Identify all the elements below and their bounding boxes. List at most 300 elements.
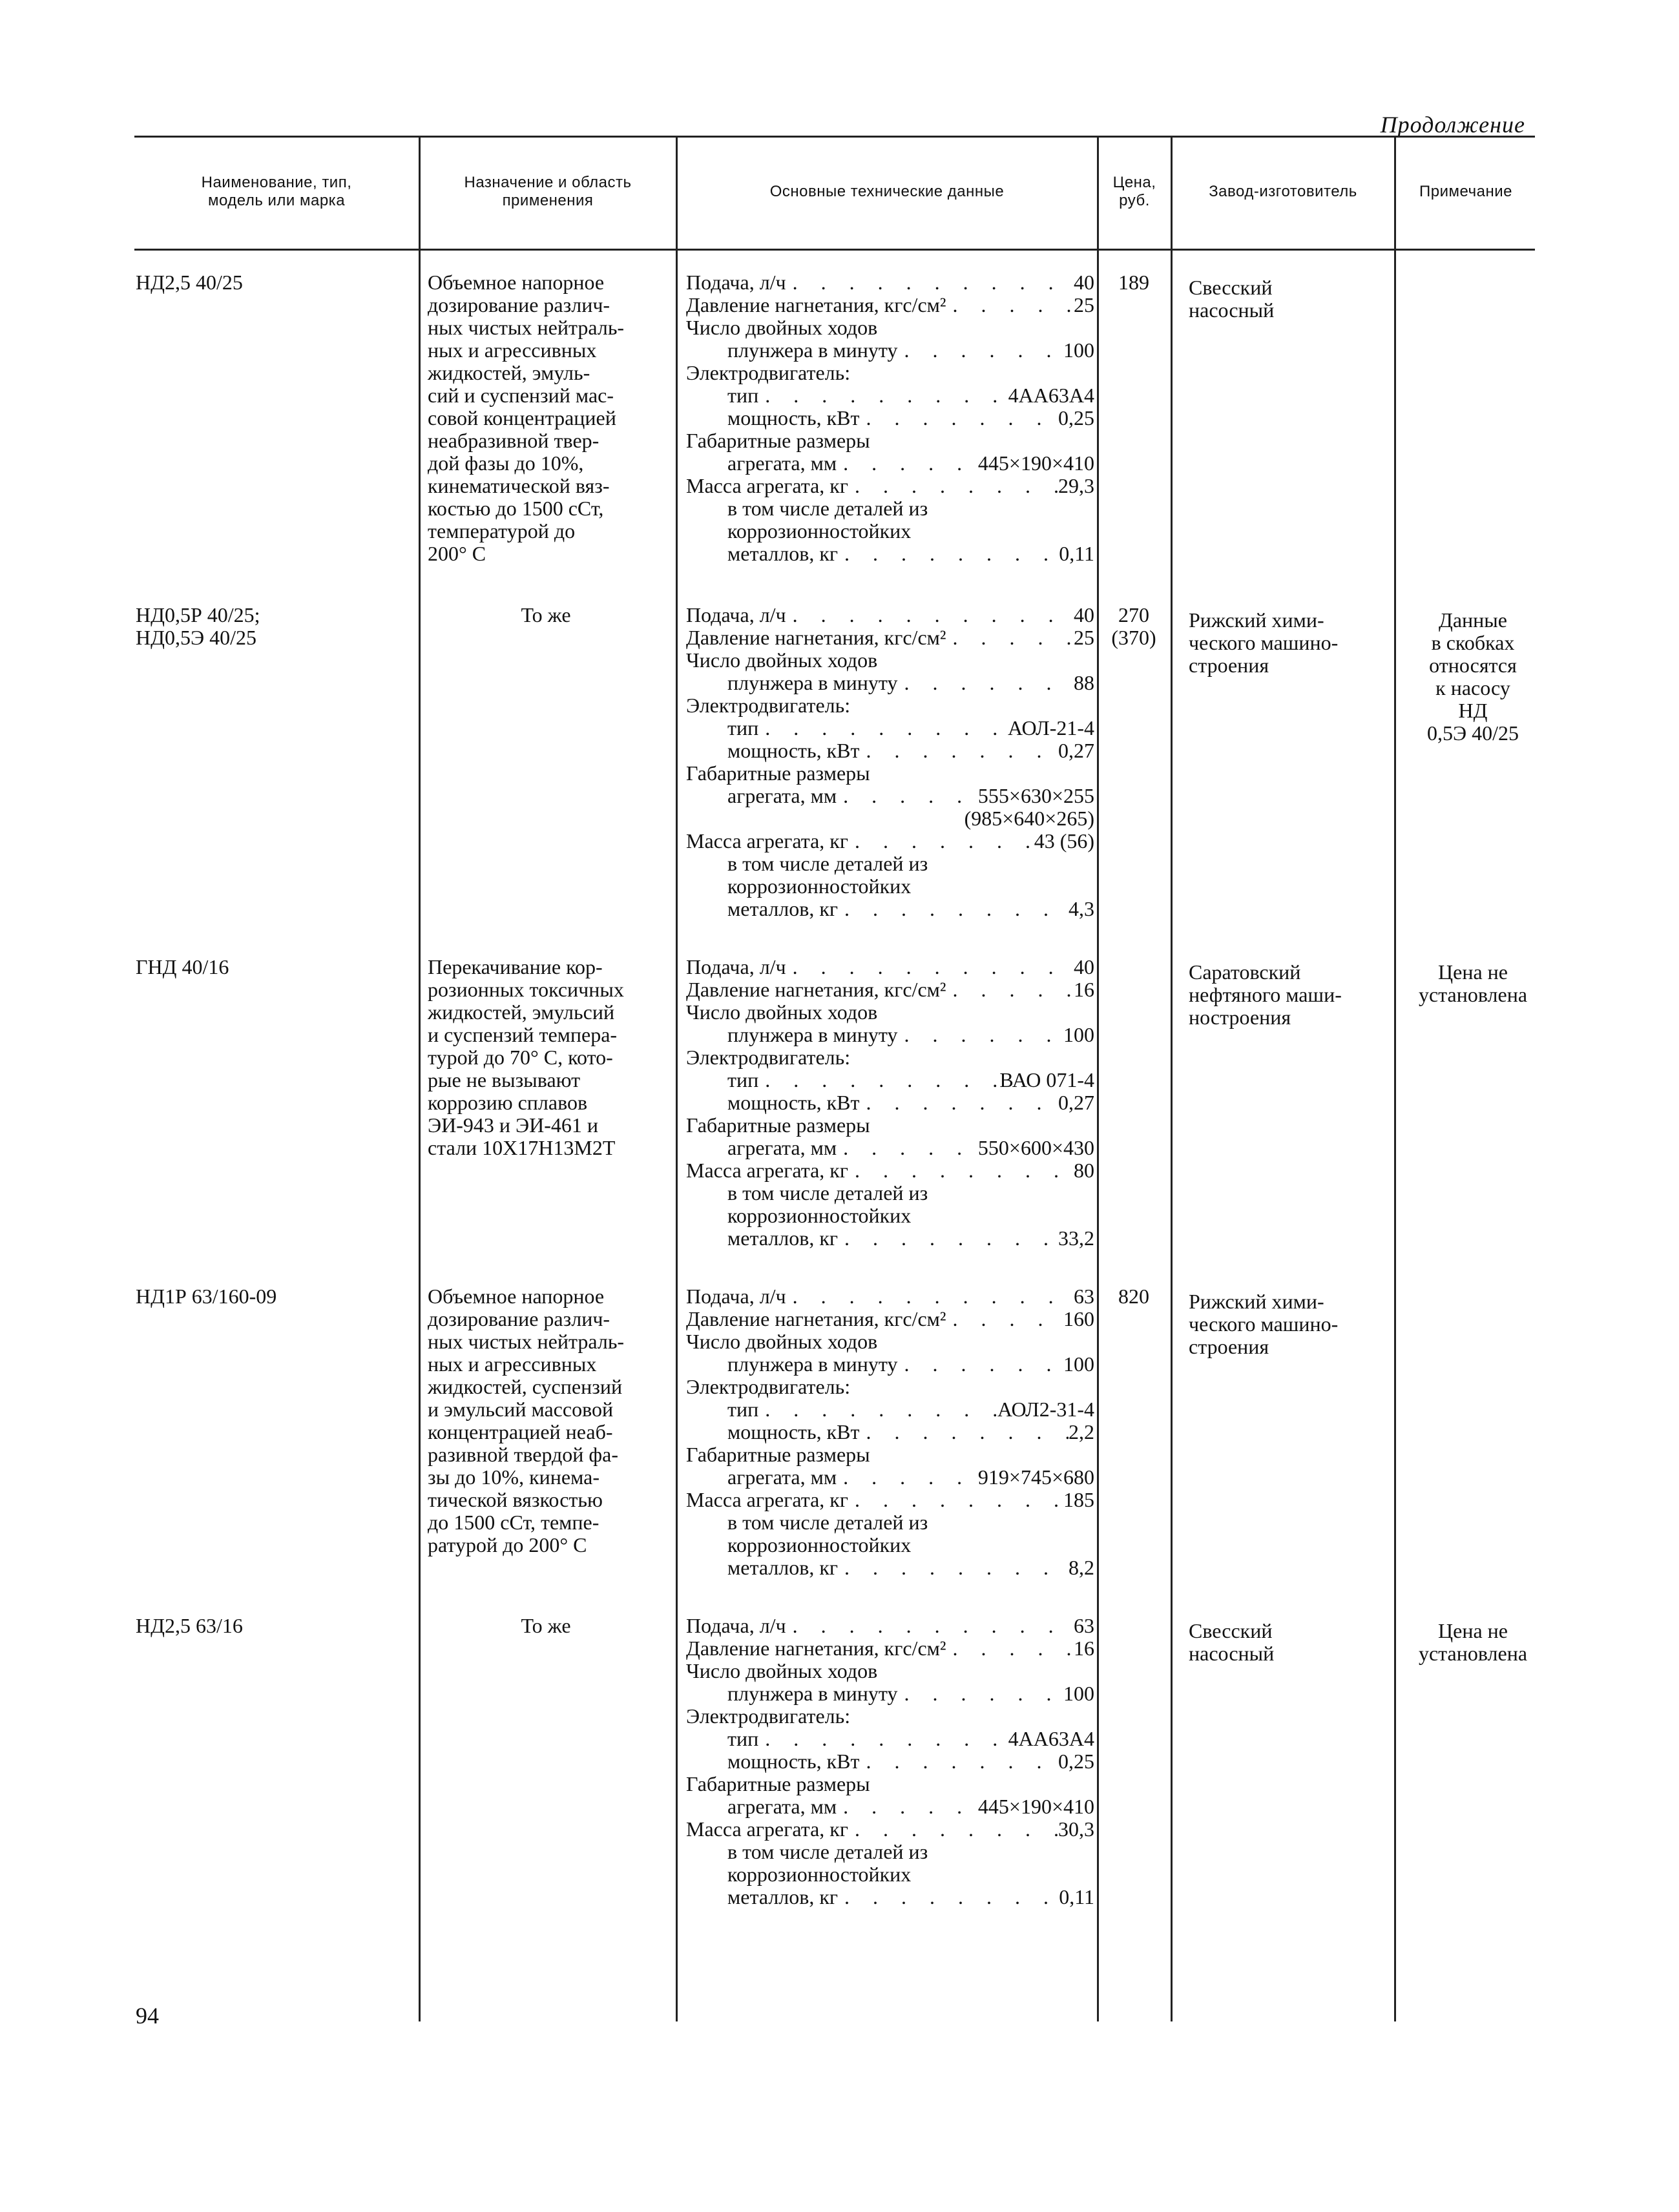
manufacturer (1189, 609, 1395, 677)
spec-label: Подача, л/ч (686, 1285, 786, 1308)
spec-label: агрегата, мм (727, 1795, 837, 1818)
spec-value: АОЛ-21-4 (1007, 716, 1094, 739)
leader-dots (848, 1159, 1074, 1182)
purpose-line: сий и суспензий мас- (428, 384, 614, 407)
manufacturer-line: ческого машино- (1189, 631, 1339, 654)
leader-dots (786, 604, 1074, 626)
spec-line (686, 1728, 1094, 1750)
leader-dots (838, 1886, 1059, 1908)
note-line: относятся (1429, 654, 1517, 677)
spec-value: 0,27 (1058, 739, 1094, 762)
spec-value: 185 (1063, 1488, 1094, 1511)
spec-line (686, 1182, 1094, 1204)
spec-label: агрегата, мм (727, 451, 837, 475)
header-specs (678, 137, 1096, 247)
leader-dots (786, 1285, 1074, 1308)
spec-line (686, 717, 1094, 739)
spec-label: Число двойных ходов (686, 1000, 878, 1024)
manufacturer-line: Свесский (1189, 1619, 1273, 1642)
spec-line (686, 978, 1094, 1001)
spec-line (686, 1330, 1094, 1353)
spec-label: тип (727, 1068, 759, 1091)
spec-line (686, 384, 1094, 407)
purpose-line: дозирование различ- (428, 1307, 610, 1330)
spec-line (686, 1069, 1094, 1091)
purpose-line: и эмульсий массовой (428, 1398, 614, 1421)
purpose-line: коррозию сплавов (428, 1091, 588, 1114)
note-line: в скобках (1431, 631, 1515, 654)
spec-value: 919×745×680 (977, 1465, 1094, 1489)
purpose-line: тической вязкостью (428, 1488, 603, 1511)
spec-value: 43 (56) (1034, 829, 1094, 853)
spec-line (686, 1137, 1094, 1159)
column-divider-4 (1171, 136, 1173, 2021)
spec-value: 0,25 (1058, 406, 1094, 429)
manufacturer (1189, 276, 1395, 322)
spec-label: Масса агрегата, кг (686, 1488, 848, 1511)
spec-value: 0,11 (1059, 542, 1094, 565)
spec-label: металлов, кг (727, 1226, 839, 1250)
spec-label: Масса агрегата, кг (686, 829, 848, 853)
spec-line (686, 956, 1094, 978)
spec-line (686, 898, 1094, 920)
spec-label: тип (727, 716, 759, 739)
spec-line (686, 672, 1094, 694)
spec-line (686, 407, 1094, 429)
header-specs-text: Основные технические данные (769, 183, 1005, 201)
spec-label: коррозионностойких (727, 874, 912, 898)
note-line: 0,5Э 40/25 (1426, 721, 1519, 745)
leader-dots (859, 407, 1058, 429)
spec-value: 100 (1063, 1352, 1094, 1376)
purpose-line: рые не вызывают (428, 1068, 581, 1091)
spec-label: металлов, кг (727, 897, 839, 920)
spec-line (686, 1398, 1094, 1421)
spec-list (686, 1285, 1094, 1579)
leader-dots (946, 978, 1074, 1001)
spec-label: Масса агрегата, кг (686, 1817, 848, 1841)
leader-dots (859, 1750, 1058, 1773)
spec-line (686, 762, 1094, 785)
spec-value: 40 (1074, 955, 1094, 978)
spec-line (686, 1818, 1094, 1841)
spec-label: металлов, кг (727, 542, 839, 565)
spec-list (686, 271, 1094, 565)
spec-line (686, 1556, 1094, 1579)
spec-label: мощность, кВт (727, 739, 860, 762)
spec-line (686, 1615, 1094, 1637)
purpose-line: жидкостей, суспензий (428, 1375, 623, 1398)
purpose-line: Перекачивание кор- (428, 955, 603, 978)
spec-label: в том числе деталей из (727, 1181, 928, 1204)
leader-dots (848, 830, 1034, 853)
model-line: НД0,5Р 40/25; (136, 603, 260, 626)
spec-value: 2,2 (1069, 1420, 1094, 1443)
model-name (136, 1285, 407, 1308)
spec-value: 63 (1074, 1285, 1094, 1308)
spec-list (686, 604, 1094, 920)
spec-line (686, 429, 1094, 452)
leader-dots (786, 956, 1074, 978)
spec-line (686, 1046, 1094, 1069)
price-value (1098, 604, 1169, 649)
manufacturer-line: насосный (1189, 298, 1275, 322)
leader-dots (848, 1489, 1063, 1511)
leader-dots (848, 475, 1058, 497)
price-value (1098, 1285, 1169, 1308)
purpose-line: стали 10Х17Н13М2Т (428, 1136, 616, 1159)
purpose-line: жидкостей, эмульсий (428, 1000, 615, 1024)
spec-label: Электродвигатель: (686, 1046, 851, 1069)
manufacturer (1189, 961, 1395, 1029)
spec-line (686, 543, 1094, 565)
spec-label: Электродвигатель: (686, 1375, 851, 1398)
purpose-line: костью до 1500 сСт, (428, 497, 604, 520)
spec-line (686, 1660, 1094, 1682)
leader-dots (758, 1728, 1008, 1750)
header-price-text: Цена, руб. (1112, 174, 1156, 209)
purpose-text (428, 956, 664, 1159)
spec-value: 16 (1074, 1637, 1094, 1660)
spec-label: Масса агрегата, кг (686, 474, 848, 497)
spec-line (686, 1466, 1094, 1489)
note-line: к насосу (1435, 676, 1510, 699)
spec-label: коррозионностойких (727, 1533, 912, 1556)
spec-value: 40 (1074, 603, 1094, 626)
spec-value: 445×190×410 (977, 451, 1094, 475)
model-line: НД1Р 63/160-09 (136, 1285, 277, 1308)
manufacturer-line: нефтяного маши- (1189, 983, 1342, 1006)
spec-line (686, 1443, 1094, 1466)
page-number: 94 (136, 2003, 159, 2029)
leader-dots (838, 1556, 1069, 1579)
leader-dots (946, 1637, 1074, 1660)
purpose-line: ных чистых нейтраль- (428, 1330, 625, 1353)
model-name (136, 1615, 407, 1637)
spec-value: 40 (1074, 271, 1094, 294)
purpose-line: ных и агрессивных (428, 338, 597, 362)
price-line: 270 (1118, 603, 1149, 626)
spec-label: плунжера в минуту (727, 671, 898, 694)
leader-dots (837, 1137, 978, 1159)
spec-label: Давление нагнетания, кгс/см² (686, 293, 946, 316)
spec-value: 4АА63А4 (1008, 1727, 1094, 1750)
spec-line (686, 1682, 1094, 1705)
spec-line (686, 830, 1094, 853)
spec-value: 25 (1074, 293, 1094, 316)
manufacturer-line: ческого машино- (1189, 1312, 1339, 1336)
purpose-line: То же (521, 603, 571, 626)
leader-dots (838, 898, 1069, 920)
manufacturer-line: Свесский (1189, 276, 1273, 299)
leader-dots (946, 1308, 1063, 1330)
spec-label: Подача, л/ч (686, 1614, 786, 1637)
purpose-line: кинематической вяз- (428, 474, 610, 497)
spec-label: Подача, л/ч (686, 955, 786, 978)
leader-dots (946, 626, 1074, 649)
continuation-label: Продолжение (1380, 112, 1525, 138)
note-text (1399, 1620, 1547, 1665)
spec-label: Габаритные размеры (686, 761, 870, 785)
column-divider-1 (419, 136, 421, 2021)
purpose-line: дозирование различ- (428, 293, 610, 316)
spec-label: в том числе деталей из (727, 852, 928, 875)
spec-label: Число двойных ходов (686, 1330, 878, 1353)
column-divider-5 (1394, 136, 1396, 2021)
spec-value: 8,2 (1069, 1556, 1094, 1579)
spec-value: (985×640×265) (964, 807, 1094, 830)
leader-dots (837, 1466, 978, 1489)
leader-dots (758, 1398, 997, 1421)
spec-value: 0,25 (1058, 1750, 1094, 1773)
header-name-text: Наименование, тип, модель или марка (201, 174, 352, 209)
spec-line (686, 452, 1094, 475)
spec-label: Подача, л/ч (686, 603, 786, 626)
header-name (136, 137, 417, 247)
price-line: 820 (1118, 1285, 1149, 1308)
spec-label: коррозионностойких (727, 1204, 912, 1227)
manufacturer-line: строения (1189, 654, 1269, 677)
manufacturer-line: ностроения (1189, 1006, 1291, 1029)
leader-dots (897, 1682, 1063, 1705)
spec-label: Давление нагнетания, кгс/см² (686, 978, 946, 1001)
spec-value: 4АА63А4 (1008, 384, 1094, 407)
spec-line (686, 1159, 1094, 1182)
spec-label: Электродвигатель: (686, 694, 851, 717)
spec-line (686, 1353, 1094, 1376)
purpose-line: дой фазы до 10%, (428, 451, 584, 475)
leader-dots (848, 1818, 1058, 1841)
spec-label: мощность, кВт (727, 1091, 860, 1114)
note-line: НД (1458, 699, 1488, 722)
model-name (136, 271, 407, 294)
leader-dots (859, 1421, 1069, 1443)
manufacturer-line: Рижский хими- (1189, 1290, 1324, 1313)
spec-label: Габаритные размеры (686, 1772, 870, 1795)
leader-dots (837, 452, 978, 475)
note-line: Цена не (1438, 960, 1508, 984)
model-name (136, 956, 407, 978)
spec-label: Число двойных ходов (686, 316, 878, 339)
spec-line (686, 739, 1094, 762)
purpose-text (428, 271, 664, 565)
spec-line (686, 1489, 1094, 1511)
spec-line (686, 1376, 1094, 1398)
spec-label: плунжера в минуту (727, 1023, 898, 1046)
spec-value: 550×600×430 (977, 1136, 1094, 1159)
spec-line (686, 649, 1094, 672)
spec-label: Габаритные размеры (686, 1443, 870, 1466)
spec-label: агрегата, мм (727, 784, 837, 807)
spec-line (686, 475, 1094, 497)
spec-label: Габаритные размеры (686, 1113, 870, 1137)
spec-value: 445×190×410 (977, 1795, 1094, 1818)
spec-line (686, 339, 1094, 362)
spec-line (686, 497, 1094, 520)
spec-line (686, 1227, 1094, 1250)
purpose-line: ратурой до 200° С (428, 1533, 587, 1556)
spec-line (686, 1511, 1094, 1534)
purpose-line: ных и агрессивных (428, 1352, 597, 1376)
spec-line (686, 1795, 1094, 1818)
spec-line (686, 1773, 1094, 1795)
spec-list (686, 1615, 1094, 1908)
spec-line (686, 294, 1094, 316)
spec-value: 16 (1074, 978, 1094, 1001)
purpose-line: жидкостей, эмуль- (428, 361, 590, 384)
header-purpose-text: Назначение и область применения (464, 174, 632, 209)
header-note (1397, 137, 1535, 247)
leader-dots (859, 1091, 1058, 1114)
leader-dots (838, 1227, 1058, 1250)
spec-label: коррозионностойких (727, 519, 912, 543)
spec-line (686, 1705, 1094, 1728)
spec-value: ВАО 071-4 (999, 1068, 1094, 1091)
spec-line (686, 1534, 1094, 1556)
spec-value: АОЛ2-31-4 (997, 1398, 1094, 1421)
spec-list (686, 956, 1094, 1250)
spec-line (686, 604, 1094, 626)
header-bottom-rule (134, 249, 1535, 251)
spec-line (686, 1841, 1094, 1863)
purpose-line: совой концентрацией (428, 406, 616, 429)
purpose-line: температурой до (428, 519, 576, 543)
purpose-text (428, 1615, 664, 1637)
spec-line (686, 694, 1094, 717)
spec-line (686, 520, 1094, 543)
purpose-line: ЭИ-943 и ЭИ-461 и (428, 1113, 599, 1137)
spec-value: 88 (1074, 671, 1094, 694)
header-maker-text: Завод-изготовитель (1209, 183, 1357, 201)
leader-dots (837, 785, 978, 807)
price-line: 189 (1118, 271, 1149, 294)
purpose-line: зы до 10%, кинема- (428, 1465, 600, 1489)
spec-label: Давление нагнетания, кгс/см² (686, 626, 946, 649)
spec-label: Давление нагнетания, кгс/см² (686, 1307, 946, 1330)
spec-line (686, 1285, 1094, 1308)
header-purpose (421, 137, 674, 247)
note-text (1399, 609, 1547, 745)
spec-line (686, 875, 1094, 898)
spec-line (686, 362, 1094, 384)
spec-label: плунжера в минуту (727, 338, 898, 362)
header-price (1100, 137, 1169, 247)
spec-value: 80 (1074, 1159, 1094, 1182)
spec-value: 29,3 (1058, 474, 1094, 497)
spec-label: металлов, кг (727, 1556, 839, 1579)
spec-line (686, 785, 1094, 807)
note-line: Данные (1439, 608, 1507, 632)
purpose-line: 200° С (428, 542, 486, 565)
spec-line (686, 1637, 1094, 1660)
spec-value: 100 (1063, 1023, 1094, 1046)
spec-line (686, 1750, 1094, 1773)
spec-line (686, 1114, 1094, 1137)
spec-label: Число двойных ходов (686, 648, 878, 672)
spec-label: мощность, кВт (727, 1420, 860, 1443)
spec-label: Подача, л/ч (686, 271, 786, 294)
spec-line (686, 1204, 1094, 1227)
header-note-text: Примечание (1419, 183, 1512, 201)
purpose-line: до 1500 сСт, темпе- (428, 1511, 600, 1534)
model-line: НД2,5 40/25 (136, 271, 243, 294)
spec-value: 555×630×255 (977, 784, 1094, 807)
spec-label: Электродвигатель: (686, 361, 851, 384)
spec-line (686, 853, 1094, 875)
note-line: Цена не (1438, 1619, 1508, 1642)
column-divider-2 (676, 136, 678, 2021)
leader-dots (758, 384, 1008, 407)
spec-label: тип (727, 384, 759, 407)
spec-line (686, 1421, 1094, 1443)
manufacturer-line: Саратовский (1189, 960, 1301, 984)
spec-value: 160 (1063, 1307, 1094, 1330)
spec-label: плунжера в минуту (727, 1682, 898, 1705)
spec-label: тип (727, 1398, 759, 1421)
spec-line (686, 1308, 1094, 1330)
price-line: (370) (1111, 626, 1156, 649)
spec-line (686, 626, 1094, 649)
spec-line (686, 1863, 1094, 1886)
spec-value: 25 (1074, 626, 1094, 649)
spec-label: в том числе деталей из (727, 1511, 928, 1534)
spec-label: тип (727, 1727, 759, 1750)
leader-dots (897, 339, 1063, 362)
purpose-line: То же (521, 1614, 571, 1637)
spec-label: агрегата, мм (727, 1136, 837, 1159)
purpose-line: Объемное напорное (428, 1285, 605, 1308)
manufacturer-line: строения (1189, 1335, 1269, 1358)
leader-dots (897, 672, 1074, 694)
purpose-line: неабразивной твер- (428, 429, 600, 452)
spec-label: коррозионностойких (727, 1863, 912, 1886)
spec-label: Электродвигатель: (686, 1704, 851, 1728)
note-line: установлена (1418, 1642, 1528, 1665)
spec-line (686, 1091, 1094, 1114)
spec-value: 63 (1074, 1614, 1094, 1637)
header-maker (1173, 137, 1393, 247)
spec-value: 100 (1063, 1682, 1094, 1705)
manufacturer-line: Рижский хими- (1189, 608, 1324, 632)
spec-label: мощность, кВт (727, 1750, 860, 1773)
spec-line (686, 316, 1094, 339)
leader-dots (786, 1615, 1074, 1637)
leader-dots (837, 1795, 978, 1818)
spec-value: 0,11 (1059, 1885, 1094, 1908)
price-value (1098, 271, 1169, 294)
manufacturer (1189, 1620, 1395, 1665)
purpose-line: ных чистых нейтраль- (428, 316, 625, 339)
column-divider-3 (1097, 136, 1099, 2021)
spec-label: плунжера в минуту (727, 1352, 898, 1376)
purpose-line: разивной твердой фа- (428, 1443, 619, 1466)
spec-label: агрегата, мм (727, 1465, 837, 1489)
model-name (136, 604, 407, 649)
purpose-line: и суспензий темпера- (428, 1023, 618, 1046)
spec-label: в том числе деталей из (727, 1840, 928, 1863)
spec-label: Масса агрегата, кг (686, 1159, 848, 1182)
spec-label: Давление нагнетания, кгс/см² (686, 1637, 946, 1660)
leader-dots (859, 739, 1058, 762)
leader-dots (946, 294, 1074, 316)
purpose-line: турой до 70° С, кото- (428, 1046, 613, 1069)
leader-dots (786, 271, 1074, 294)
note-line: установлена (1418, 983, 1528, 1006)
leader-dots (897, 1024, 1063, 1046)
spec-line (686, 1024, 1094, 1046)
spec-label: Габаритные размеры (686, 429, 870, 452)
spec-value: 4,3 (1069, 897, 1094, 920)
